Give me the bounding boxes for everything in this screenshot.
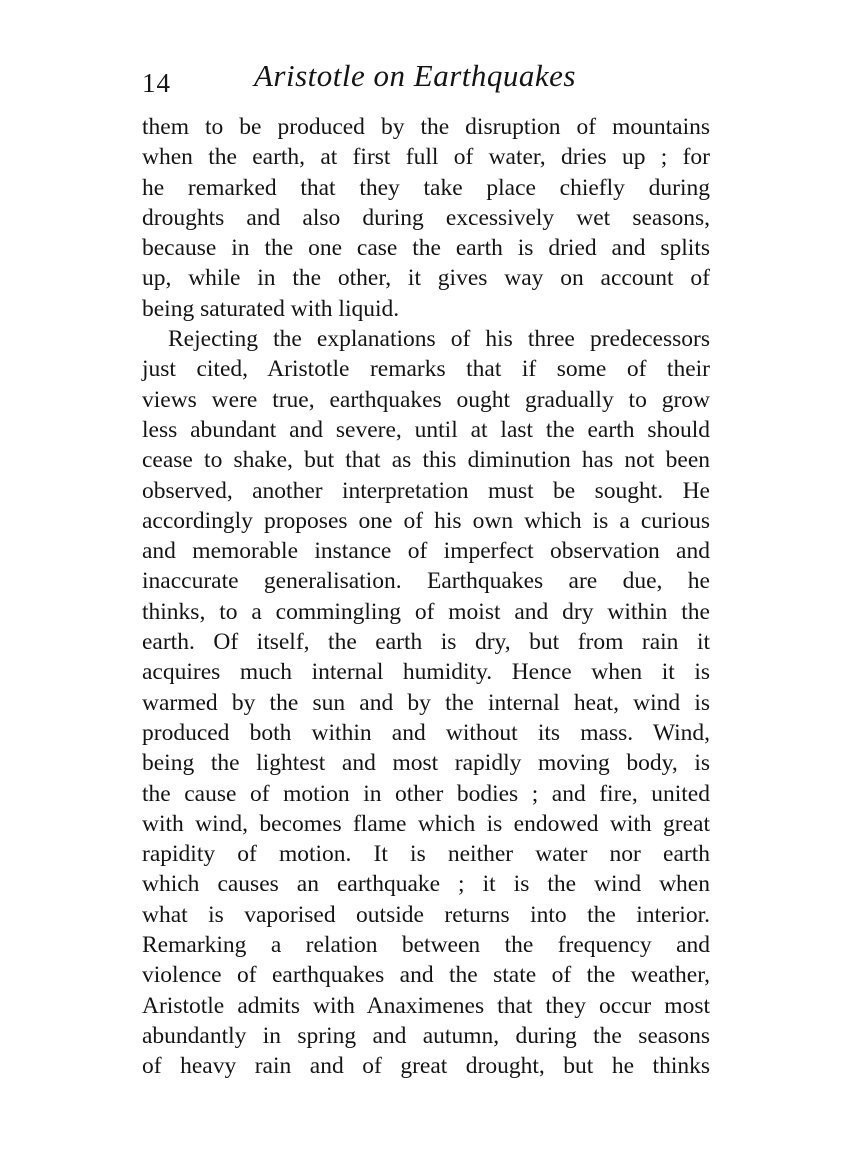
text-line: up, while in the other, it gives way on account of [142,265,710,292]
text-line: accordingly proposes one of his own which is a curious [142,507,710,534]
text-line: earth. Of itself, the earth is dry, but from rain it [142,629,710,656]
text-line: them to be produced by the disruption of mountains [142,114,710,140]
text-line: less abundant and severe, until at last the earth should [142,416,710,443]
text-line: droughts and also during excessively wet seasons, [142,204,710,231]
text-line: which causes an earthquake ; it is the wind when [142,871,710,898]
text-line: abundantly in spring and autumn, during the seasons [142,1022,710,1049]
text-line: acquires much internal humidity. Hence when it is [142,659,710,686]
text-line: warmed by the sun and by the internal heat, wind is [142,689,710,716]
text-line: Remarking a relation between the frequency and [142,932,710,959]
text-line: what is vaporised outside returns into the interior. [142,901,710,928]
body-text [142,112,710,1082]
text-line: produced both within and without its mass. Wind, [142,719,710,746]
paragraph-first-line: Rejecting the explanations of his three predecessors [168,326,710,353]
text-line: of heavy rain and of great drought, but he thinks [142,1053,710,1080]
running-head [142,58,722,102]
text-line: being the lightest and most rapidly moving body, is [142,750,710,777]
text-line: and memorable instance of imperfect observation and [142,538,710,565]
text-line: just cited, Aristotle remarks that if some of their [142,356,710,383]
text-line: views were true, earthquakes ought gradually to grow [142,386,710,413]
text-line: inaccurate generalisation. Earthquakes are due, he [142,568,710,595]
text-line: thinks, to a commingling of moist and dry within the [142,598,710,625]
text-line: because in the one case the earth is dried and splits [142,235,710,262]
text-line: when the earth, at first full of water, dries up ; for [142,144,710,171]
text-line: the cause of motion in other bodies ; and fire, united [142,780,710,807]
text-line: cease to shake, but that as this diminution has not been [142,447,710,474]
text-line: with wind, becomes flame which is endowed with great [142,810,710,837]
text-line: violence of earthquakes and the state of the weather, [142,962,710,989]
text-line: rapidity of motion. It is neither water nor earth [142,841,710,868]
text-line: observed, another interpretation must be sought. He [142,477,710,504]
text-line: being saturated with liquid. [142,295,400,322]
text-line: he remarked that they take place chiefly during [142,174,710,201]
running-title: Aristotle on Earthquakes [254,58,576,93]
text-line: Aristotle admits with Anaximenes that they occur most [142,992,710,1019]
page-number: 14 [142,68,171,98]
